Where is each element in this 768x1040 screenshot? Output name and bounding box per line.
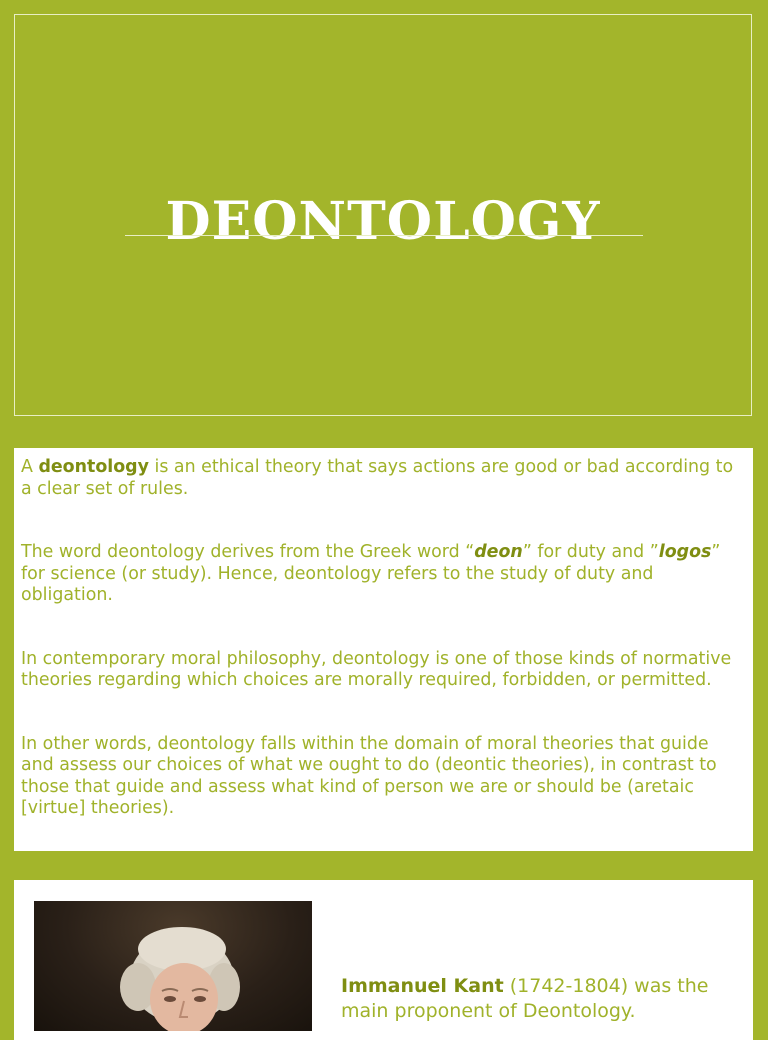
term-logos: logos [658, 542, 712, 562]
paragraph-contemporary: In contemporary moral philosophy, deontology is one of those kinds of normative theories regarding which choices are morally required, forbidden, or permitted. [21, 648, 732, 690]
kant-slide [14, 880, 753, 1040]
term-deontology: deontology [38, 457, 149, 477]
p2-pre: The word deontology derives from the Greek word “ [21, 542, 475, 562]
title-slide [14, 14, 752, 416]
term-deon: deon [474, 542, 523, 562]
kant-description: (1742-1804) was the main proponent of Deontology. [341, 975, 709, 1022]
p1-pre: A [21, 457, 39, 477]
paragraph-etymology [21, 542, 744, 607]
definition-slide [14, 448, 753, 851]
paragraph-other-words: In other words, deontology falls within the domain of moral theories that guide and assess our choices of what we ought to do (deontic theories), in contrast to those that guide and assess what kind of person we are or should be (aretaic [virtue] theories). [21, 733, 717, 818]
portrait-image [34, 901, 312, 1031]
slide-title: DEONTOLOGY [165, 191, 601, 252]
title-divider [125, 235, 643, 236]
p2-post: ” for science (or study). Hence, deontology refers to the study of duty and obligation. [21, 542, 721, 605]
p2-mid: ” for duty and ” [522, 542, 659, 562]
paragraph-definition [21, 457, 744, 500]
kant-caption [341, 974, 721, 1024]
p1-post: is an ethical theory that says actions are good or bad according to a clear set of rules. [21, 457, 734, 499]
kant-name: Immanuel Kant [341, 975, 504, 997]
kant-portrait [34, 901, 312, 1031]
